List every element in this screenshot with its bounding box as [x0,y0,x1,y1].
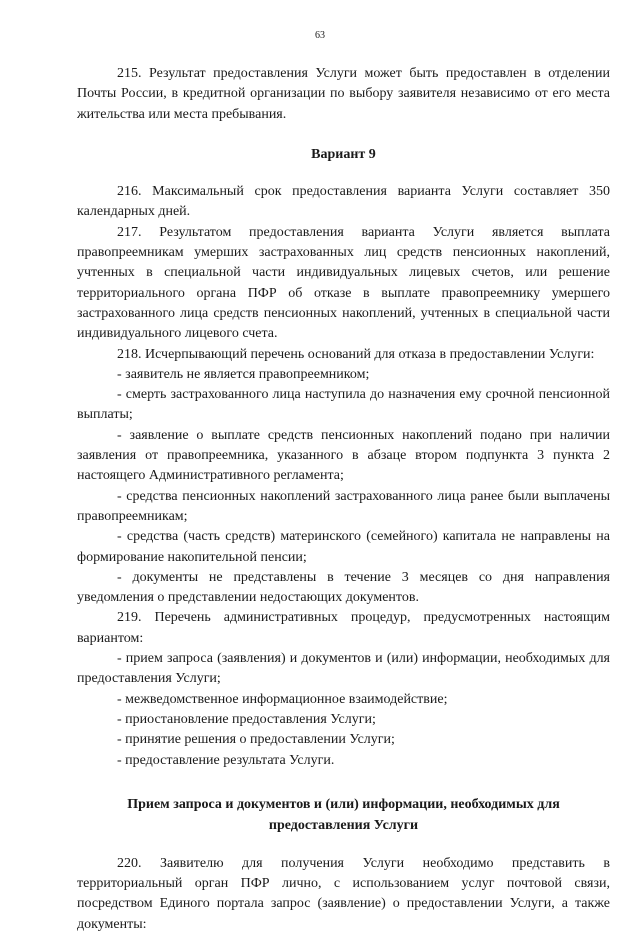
section-heading [77,794,610,836]
list-item: - заявление о выплате средств пенсионных накоплений подано при наличии заявления от правопреемника, указанного в абзаце втором подпункта 3 пункта 2 настоящего Административного регламента; [77,427,610,484]
section-heading-line-1: Прием запроса и документов и (или) информации, необходимых для [127,796,560,812]
list-item: - смерть застрахованного лица наступила до назначения ему срочной пенсионной выплаты; [77,387,610,423]
list-item: - приостановление предоставления Услуги; [117,711,376,727]
paragraph-216: 216. Максимальный срок предоставления варианта Услуги составляет 350 календарных дней. [77,184,610,220]
variant-heading: Вариант 9 [311,146,376,162]
paragraph-219: 219. Перечень административных процедур, предусмотренных настоящим вариантом: [77,610,610,646]
list-item: - принятие решения о предоставлении Услуги; [117,732,395,748]
list-item: - прием запроса (заявления) и документов и (или) информации, необходимых для предоставления Услуги; [77,651,610,687]
paragraph-220: 220. Заявителю для получения Услуги необходимо представить в территориальный орган ПФР лично, с использованием услуг почтовой связи, посредством Единого портала запрос (заявление) о предоставлении Услуги, а также документы: [77,855,610,932]
list-item: - предоставление результата Услуги. [117,752,335,768]
document-body [77,64,610,935]
list-item: - заявитель не является правопреемником; [117,366,370,382]
list-item: - средства (часть средств) материнского (семейного) капитала не направлены на формирование накопительной пенсии; [77,529,610,565]
section-heading-line-2: предоставления Услуги [268,817,419,833]
list-item: - документы не представлены в течение 3 месяцев со дня направления уведомления о представлении недостающих документов. [77,569,610,606]
paragraph-215: 215. Результат предоставления Услуги может быть предоставлен в отделении Почты России, в кредитной организации по выбору заявителя независимо от его места жительства или места пребывания. [77,66,610,122]
paragraph-217: 217. Результатом предоставления варианта Услуги является выплата правопреемникам умерших застрахованных лиц средств пенсионных накоплений, учтенных в специальной части индивидуальных лицевых счетов, или решение территориального органа ПФР об отказе в выплате правопреемнику умершего застрахованного лица средств пенсионных накоплений, учтенных в специальной части индивидуального лицевого счета. [77,224,610,342]
paragraph-218: 218. Исчерпывающий перечень оснований для отказа в предоставлении Услуги: [117,346,595,362]
page-number: 63 [315,30,325,41]
list-item: - межведомственное информационное взаимодействие; [117,691,448,707]
list-item: - средства пенсионных накоплений застрахованного лица ранее были выплачены правопреемникам; [77,488,610,524]
